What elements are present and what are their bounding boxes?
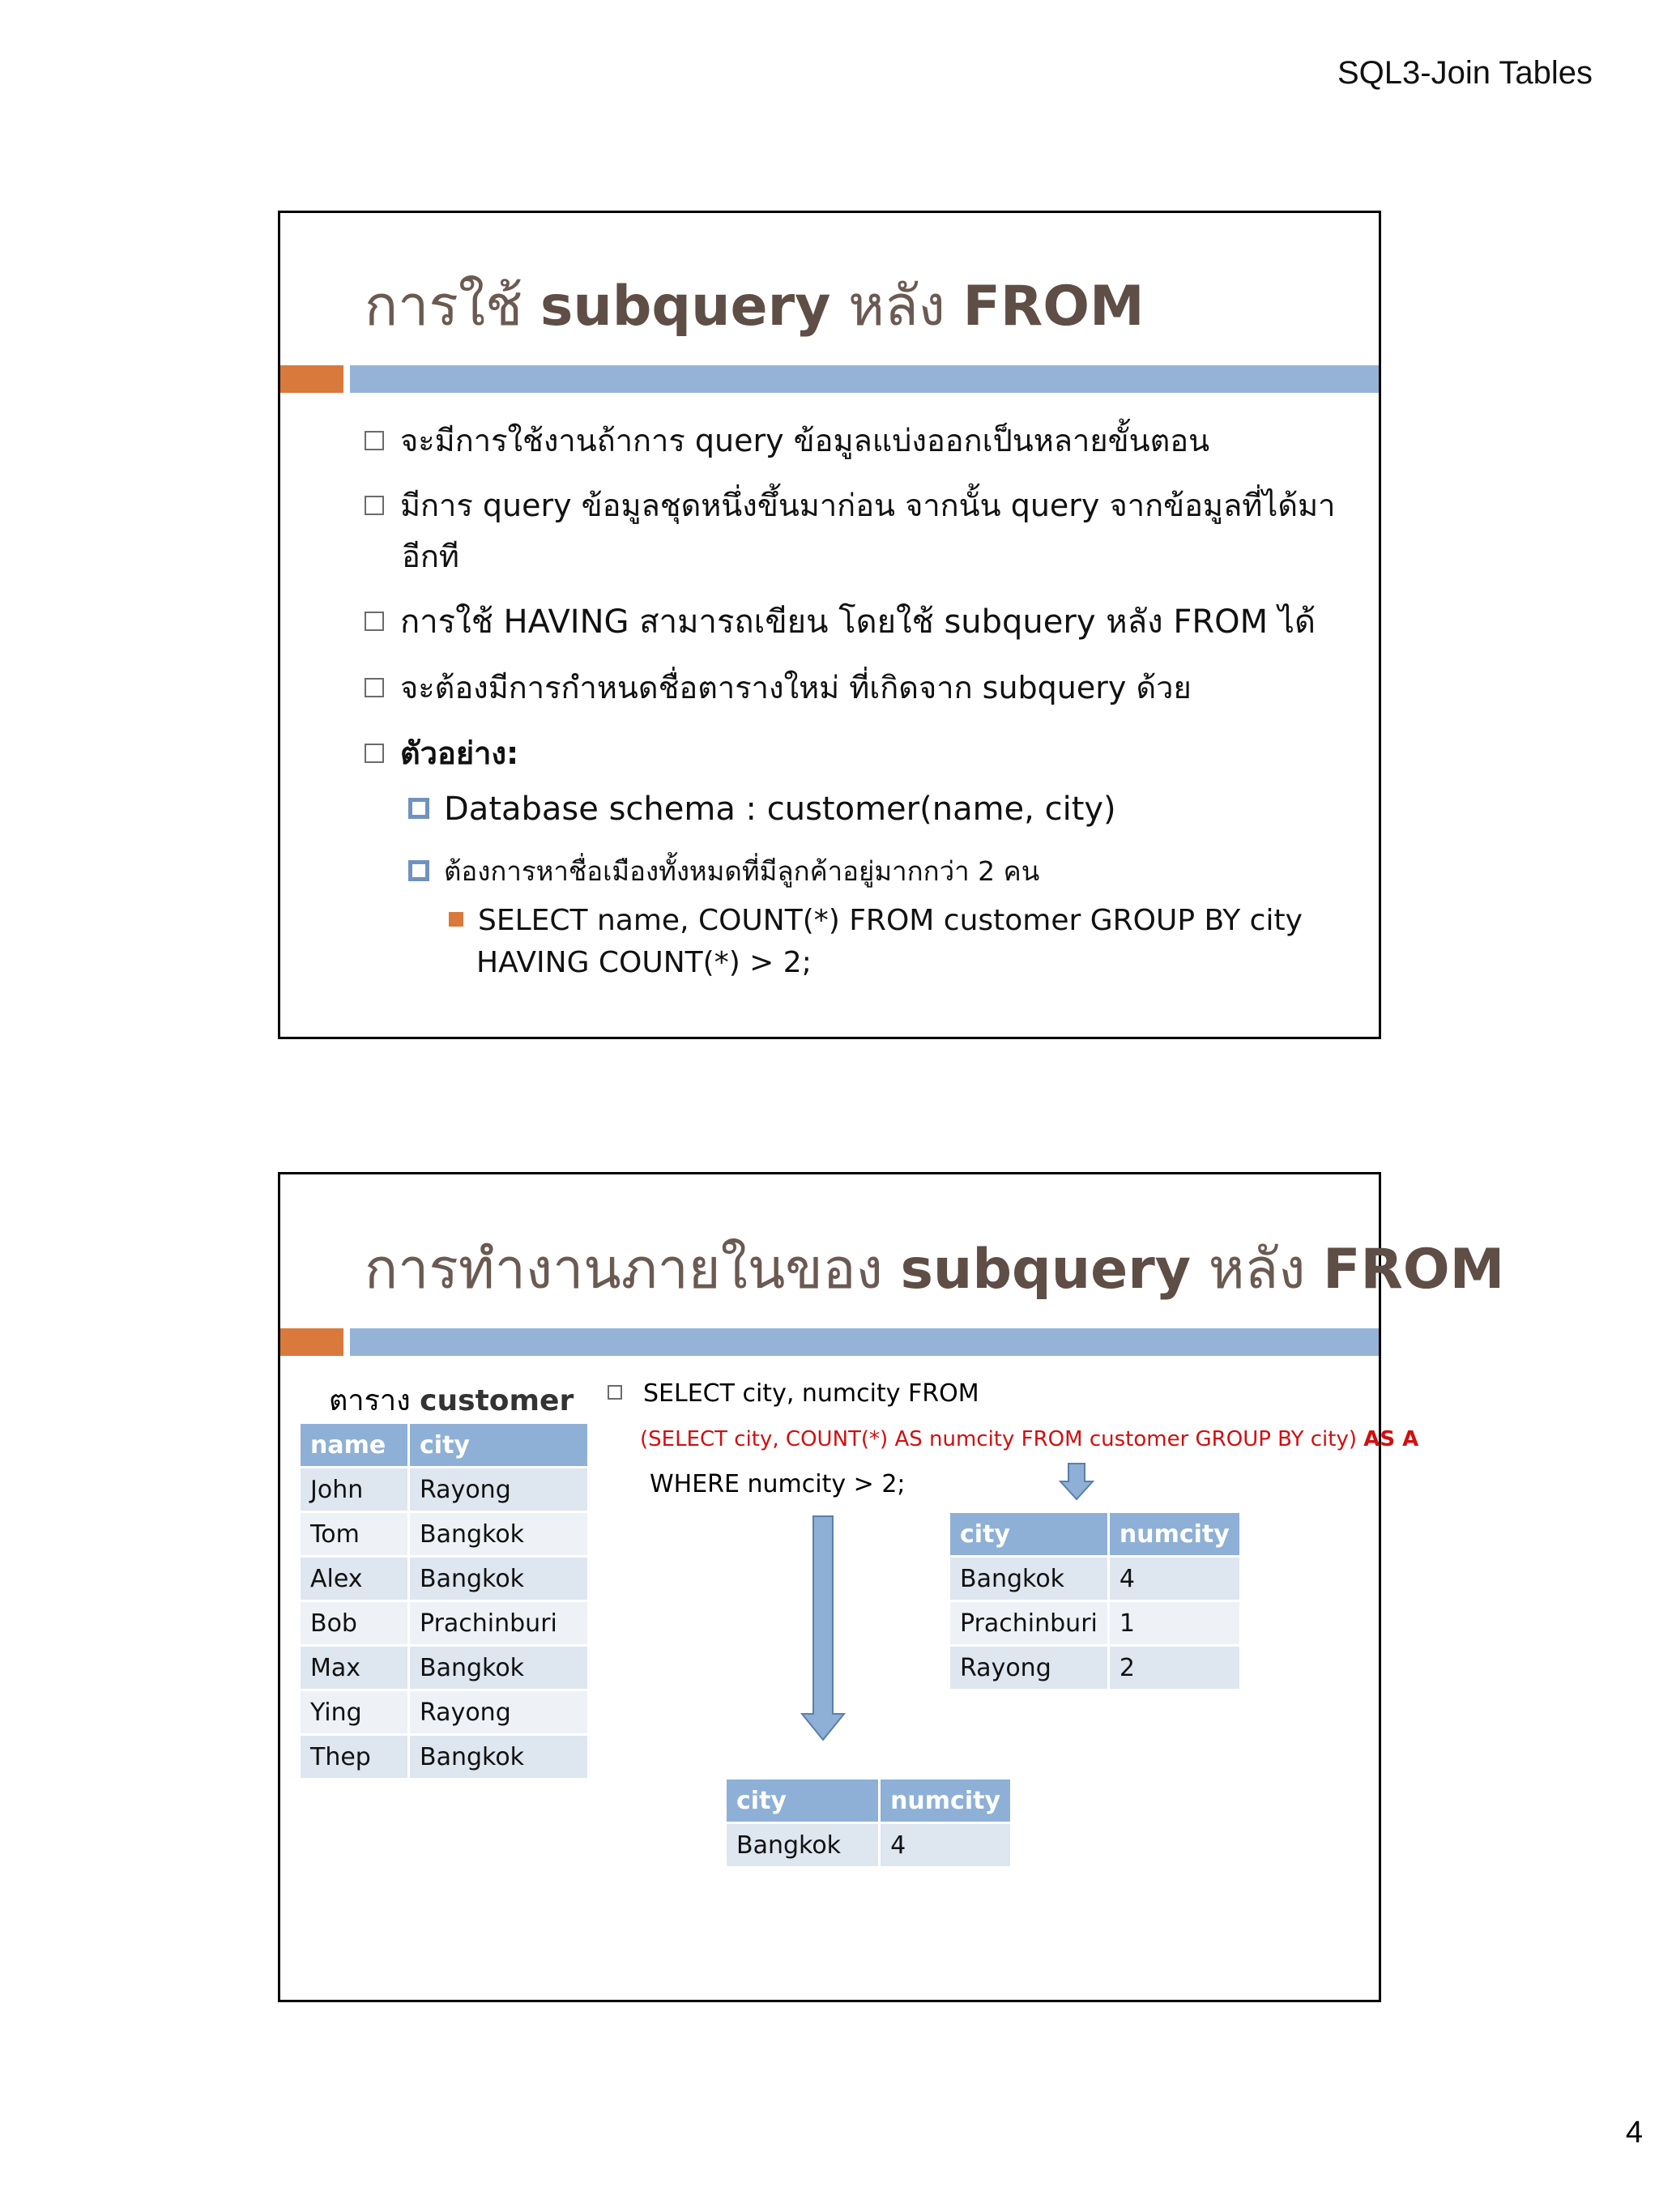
column-header: numcity <box>880 1779 1012 1823</box>
sql-line: HAVING COUNT(*) > 2; <box>476 946 812 979</box>
table-cell: 4 <box>1108 1557 1240 1601</box>
column-header: name <box>300 1423 409 1468</box>
square-bullet-icon <box>408 798 429 819</box>
table-cell: Max <box>300 1646 409 1690</box>
title-subquery: subquery <box>539 275 831 339</box>
query-line: WHERE numcity > 2; <box>650 1470 906 1498</box>
accent-bar-orange <box>280 365 343 393</box>
accent-bar-orange <box>280 1328 343 1356</box>
table-cell: Alex <box>300 1557 409 1601</box>
table-cell: Bangkok <box>409 1735 589 1779</box>
title-subquery: subquery <box>900 1238 1192 1302</box>
accent-bar-blue <box>350 1328 1379 1356</box>
column-header: city <box>409 1423 589 1468</box>
column-header: numcity <box>1108 1512 1240 1557</box>
checkbox-bullet-icon <box>365 431 384 450</box>
page-header-title: SQL3-Join Tables <box>1337 55 1593 91</box>
table-cell: 2 <box>1108 1646 1240 1690</box>
bullet-item: ตัวอย่าง: <box>365 728 518 778</box>
table-cell: Prachinburi <box>949 1601 1109 1646</box>
bullet-item: การใช้ HAVING สามารถเขียน โดยใช้ subquery หลัง FROM ได้ <box>365 595 1316 647</box>
table-caption: ตาราง customer <box>329 1384 574 1417</box>
table-header-row <box>726 1779 1012 1823</box>
table-row <box>949 1557 1241 1601</box>
table-cell: Ying <box>300 1690 409 1735</box>
query-line: SELECT city, numcity FROM <box>608 1379 979 1408</box>
final-result-table <box>724 1777 1013 1869</box>
table-row <box>300 1512 589 1557</box>
slide-subquery-internals <box>278 1172 1505 2002</box>
bullet-item: มีการ query ข้อมูลชุดหนึ่งขึ้นมาก่อน จากนั้น query จากข้อมูลที่ได้มา <box>365 480 1335 530</box>
page-number: 4 <box>1625 2116 1643 2150</box>
long-down-arrow-icon <box>799 1515 847 1743</box>
table-cell: Bangkok <box>949 1557 1109 1601</box>
slide-title <box>365 1225 1504 1312</box>
checkbox-bullet-icon <box>365 678 384 697</box>
table-cell: Thep <box>300 1735 409 1779</box>
table-cell: Prachinburi <box>409 1601 589 1646</box>
square-bullet-icon <box>408 860 429 881</box>
table-header-row <box>300 1423 589 1468</box>
table-row <box>300 1557 589 1601</box>
bullet-item: จะต้องมีการกำหนดชื่อตารางใหม่ ที่เกิดจาก subquery ด้วย <box>365 663 1192 712</box>
table-cell: 4 <box>880 1823 1012 1868</box>
table-row <box>300 1646 589 1690</box>
title-thai-2: หลัง <box>1191 1238 1324 1302</box>
table-row <box>300 1601 589 1646</box>
down-arrow-icon <box>1058 1462 1095 1502</box>
table-header-row <box>949 1512 1241 1557</box>
title-from: FROM <box>962 275 1145 339</box>
customer-table <box>298 1421 590 1780</box>
table-cell: John <box>300 1468 409 1512</box>
sub-bullet-item: Database schema : customer(name, city) <box>408 791 1116 828</box>
table-cell: Bangkok <box>409 1646 589 1690</box>
table-row <box>300 1735 589 1779</box>
table-row <box>949 1601 1241 1646</box>
table-cell: 1 <box>1108 1601 1240 1646</box>
subquery-line: (SELECT city, COUNT(*) AS numcity FROM customer GROUP BY city) AS A <box>640 1427 1419 1451</box>
table-row <box>726 1823 1012 1868</box>
slide-title <box>365 262 1145 349</box>
column-header: city <box>949 1512 1109 1557</box>
table-cell: Bangkok <box>726 1823 880 1868</box>
column-header: city <box>726 1779 880 1823</box>
subquery-result-table <box>948 1511 1242 1691</box>
checkbox-bullet-icon <box>365 612 384 631</box>
table-cell: Bangkok <box>409 1557 589 1601</box>
sub-bullet-item: ต้องการหาชื่อเมืองทั้งหมดที่มีลูกค้าอยู่มากกว่า 2 คน <box>408 850 1039 893</box>
table-row <box>949 1646 1241 1690</box>
table-cell: Rayong <box>409 1468 589 1512</box>
bullet-continuation: อีกที <box>402 539 459 574</box>
table-cell: Rayong <box>949 1646 1109 1690</box>
title-thai-2: หลัง <box>830 275 963 339</box>
bullet-item: จะมีการใช้งานถ้าการ query ข้อมูลแบ่งออกเป็นหลายขั้นตอน <box>365 416 1209 465</box>
table-cell: Bob <box>300 1601 409 1646</box>
checkbox-bullet-icon <box>365 744 384 763</box>
sql-line: SELECT name, COUNT(*) FROM customer GROUP BY city <box>449 904 1303 937</box>
table-cell: Rayong <box>409 1690 589 1735</box>
table-row <box>300 1468 589 1512</box>
table-cell: Tom <box>300 1512 409 1557</box>
title-thai-1: การใช้ <box>365 275 540 339</box>
table-cell: Bangkok <box>409 1512 589 1557</box>
filled-square-bullet-icon <box>449 912 463 927</box>
checkbox-bullet-icon <box>608 1385 622 1400</box>
table-row <box>300 1690 589 1735</box>
title-thai-1: การทำงานภายในของ <box>365 1238 901 1302</box>
slide-subquery-from <box>278 211 1381 1039</box>
checkbox-bullet-icon <box>365 496 384 515</box>
title-from: FROM <box>1323 1238 1505 1302</box>
accent-bar-blue <box>350 365 1379 393</box>
